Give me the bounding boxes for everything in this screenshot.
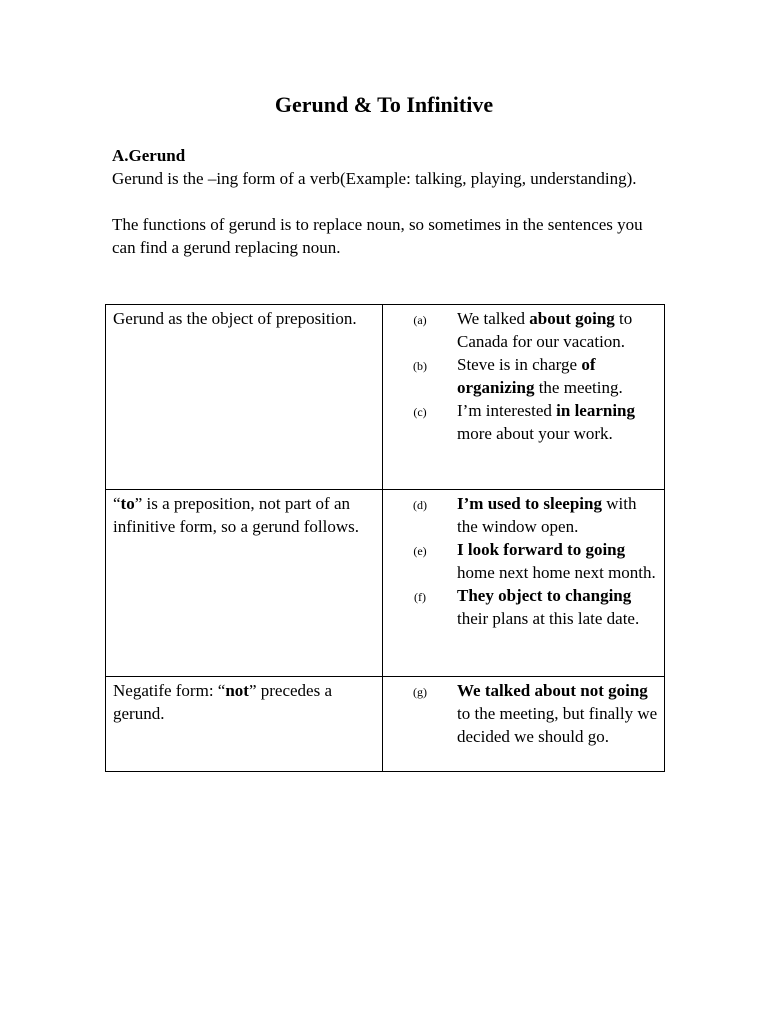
example-sentence xyxy=(457,353,660,399)
example-highlight: They object to changing xyxy=(457,586,632,605)
gerund-rules-table xyxy=(105,304,665,772)
example-text: more about your work. xyxy=(457,424,613,443)
example-item xyxy=(383,492,660,538)
example-sentence xyxy=(457,399,660,445)
example-text: their plans at this late date. xyxy=(457,609,640,628)
example-item xyxy=(383,538,660,584)
example-highlight: I look forward to going xyxy=(457,540,626,559)
gerund-definition: Gerund is the –ing form of a verb(Example: talking, playing, understanding). xyxy=(112,169,637,188)
example-text: Steve is in charge xyxy=(457,355,582,374)
table-row xyxy=(106,490,665,677)
example-text: I’m interested xyxy=(457,401,557,420)
example-item xyxy=(383,584,660,630)
rule-keyword: not xyxy=(225,681,249,700)
examples-cell xyxy=(383,490,665,677)
example-sentence xyxy=(457,492,660,538)
example-text: to Canada for our vacation. xyxy=(457,309,633,351)
example-sentence xyxy=(457,307,660,353)
example-highlight: I’m used to sleeping xyxy=(457,494,602,513)
example-label: (c) xyxy=(413,405,427,419)
example-label: (g) xyxy=(413,685,427,699)
rule-text: ” precedes a gerund. xyxy=(113,681,333,723)
example-highlight: in learning xyxy=(556,401,636,420)
example-text: home next home next month. xyxy=(457,563,656,582)
rule-cell xyxy=(106,677,383,772)
example-label: (a) xyxy=(413,313,427,327)
example-highlight: We talked about not going xyxy=(457,681,648,700)
rule-text: “ xyxy=(113,494,121,513)
examples-cell xyxy=(383,305,665,490)
rule-cell xyxy=(106,490,383,677)
page-title: Gerund & To Infinitive xyxy=(274,92,494,117)
table-row xyxy=(106,305,665,490)
example-item xyxy=(383,399,660,445)
rule-text: Gerund as the object of preposition. xyxy=(113,309,357,328)
example-text: the meeting. xyxy=(534,378,623,397)
gerund-function: The functions of gerund is to replace noun, so sometimes in the sentences you can find a gerund replacing noun. xyxy=(112,215,643,257)
example-sentence xyxy=(457,584,660,630)
example-text: We talked xyxy=(457,309,530,328)
example-sentence xyxy=(457,538,660,584)
example-item xyxy=(383,353,660,399)
example-highlight: about going xyxy=(529,309,615,328)
rule-text: ” is a preposition, not part of an infinitive form, so a gerund follows. xyxy=(113,494,359,536)
example-item xyxy=(383,679,660,748)
example-sentence xyxy=(457,679,660,748)
example-text: to the meeting, but finally we decided we should go. xyxy=(457,704,658,746)
example-label: (f) xyxy=(414,590,426,604)
example-highlight: of organizing xyxy=(457,355,596,397)
rule-keyword: to xyxy=(120,494,135,513)
example-label: (d) xyxy=(413,498,427,512)
gerund-section xyxy=(112,144,652,259)
rule-text: Negatife form: “ xyxy=(113,681,226,700)
examples-cell xyxy=(383,677,665,772)
rule-cell xyxy=(106,305,383,490)
example-item xyxy=(383,307,660,353)
table-row xyxy=(106,677,665,772)
example-label: (e) xyxy=(413,544,427,558)
example-label: (b) xyxy=(413,359,427,373)
example-text: with the window open. xyxy=(457,494,637,536)
section-heading: A.Gerund xyxy=(112,146,186,165)
